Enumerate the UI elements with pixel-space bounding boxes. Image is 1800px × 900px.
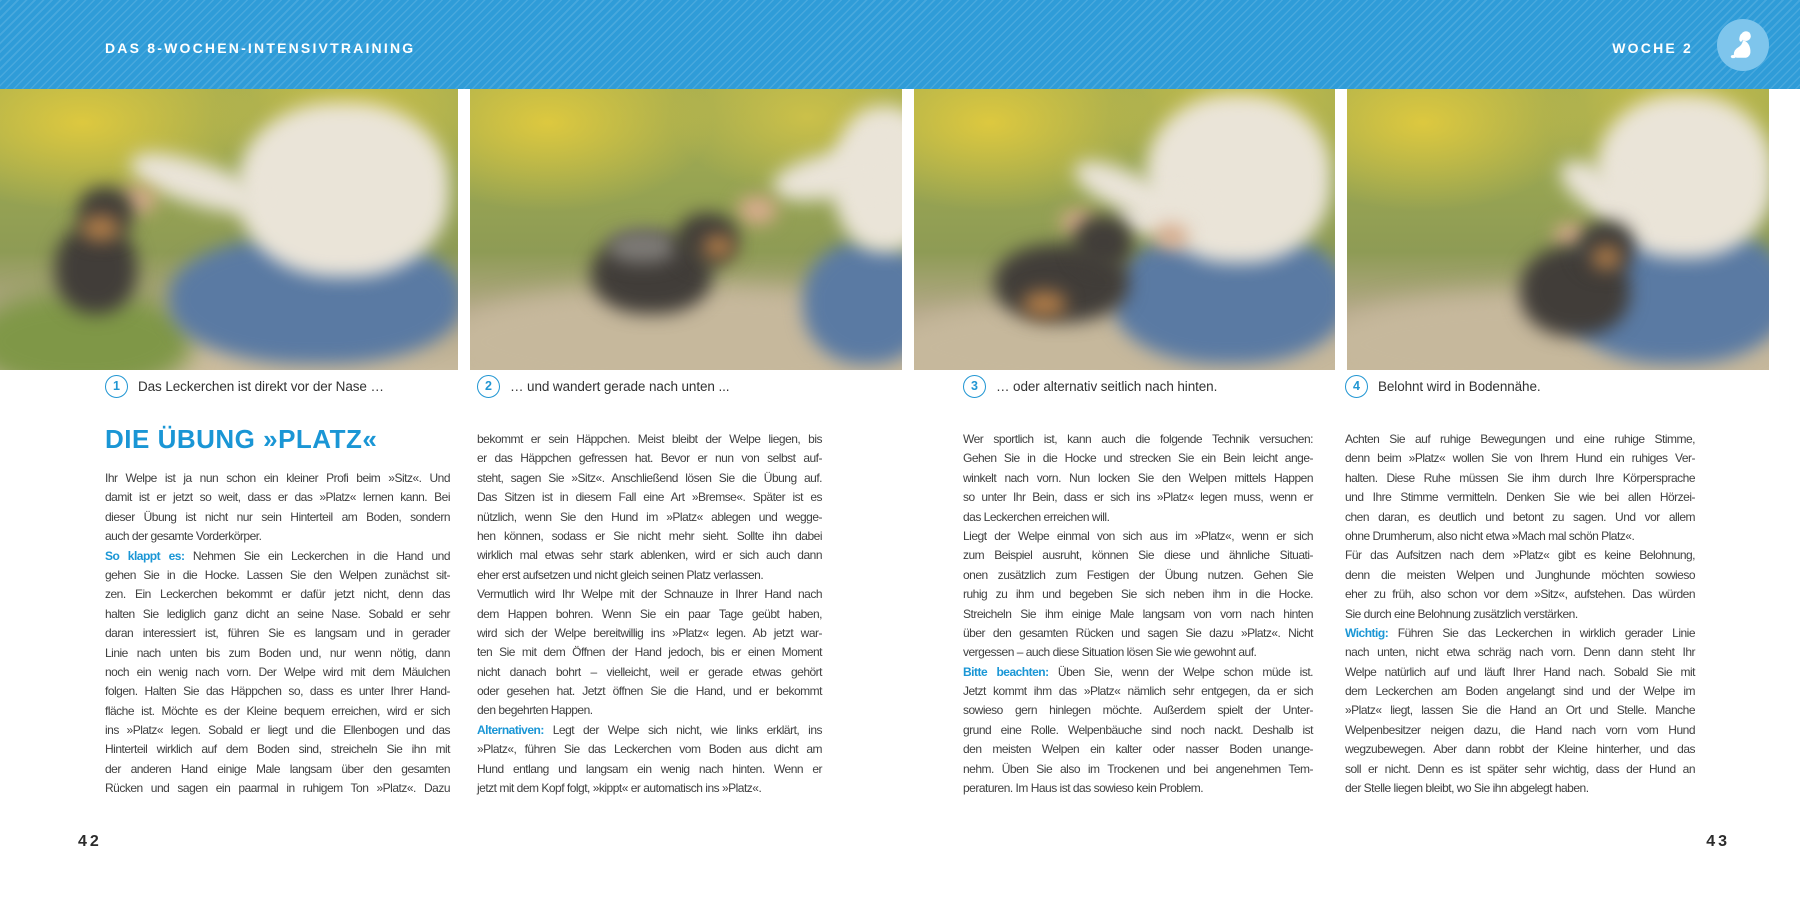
- text-line: winkelt nach vorn. Nun locken Sie den Welpen mittels Happen: [963, 470, 1313, 485]
- text-line: den meisten Welpen ein kalter oder nasser Boden unange-: [963, 742, 1313, 757]
- trainer-figure: [238, 103, 449, 277]
- text-line: Rücken und sagen ein paarmal in ruhigem Ton »Platz«. Dazu: [105, 781, 450, 796]
- text-line: sowieso gern hinlegen möchte. Außerdem spielt der Unter-: [963, 703, 1313, 718]
- text-line: wegzubewegen. Aber dann robbt der Kleine hinterher, und das: [1345, 742, 1695, 757]
- text-column-4: [1345, 430, 1695, 798]
- text-line: bekommt er sein Häppchen. Meist bleibt der Welpe liegen, bis: [477, 432, 822, 446]
- text-line: nützlich, wenn Sie den Hund im »Platz« ablegen und wegge-: [477, 509, 822, 524]
- photo-caption-2: [477, 375, 729, 398]
- sitting-puppy-icon: [1724, 26, 1762, 64]
- text-line: »Platz«, führen Sie das Leckerchen vom Boden aus dicht am: [477, 742, 822, 757]
- text-line: Gehen Sie in die Hocke und strecken Sie ein Bein leicht ange-: [963, 451, 1313, 466]
- text-line: vergessen – auch diese Situation lösen Sie wie gewohnt auf.: [963, 645, 1257, 660]
- text-column-2: [477, 430, 822, 798]
- text-column-3: [963, 430, 1313, 798]
- text-line: »Platz« liegt, lassen Sie die Hand an Ort und Stelle. Manche: [1345, 703, 1695, 718]
- text-line: Welpenbesitzer neigen dazu, die Hand nach vorn vom Hund: [1345, 722, 1695, 737]
- lead-in-label: Alternativen:: [477, 722, 544, 737]
- week-label: WOCHE 2: [1612, 40, 1693, 56]
- text-column-1: [105, 469, 450, 799]
- text-line: steht, sagen Sie »Sitz«. Anschließend lösen Sie die Übung auf.: [477, 470, 822, 485]
- text-line: Welpe natürlich auf und läuft Ihrer Hand nach. Sobald Sie mit: [1345, 664, 1695, 679]
- caption-number-badge: 1: [105, 375, 128, 398]
- text-line: ten Sie mit dem Öffnen der Hand jedoch, bis er einen Moment: [477, 645, 822, 660]
- text-line: er das Häppchen gefressen hat. Bevor er nun von selbst auf-: [477, 451, 822, 466]
- training-photo-4: [1347, 89, 1769, 370]
- text-line: Streicheln Sie ihm einige Male langsam von vorn nach hinten: [963, 606, 1313, 621]
- caption-number-badge: 2: [477, 375, 500, 398]
- caption-text: Das Leckerchen ist direkt vor der Nase …: [138, 379, 384, 394]
- text-line: den begehrten Happen.: [477, 703, 593, 718]
- text-line: Bitte beachten: Üben Sie, wenn der Welpe schon müde ist.: [963, 664, 1313, 679]
- text-line: so unter Ihr Bein, dass er sich ins »Platz« legen muss, wenn er: [963, 490, 1313, 505]
- lead-in-label: Wichtig:: [1345, 625, 1389, 640]
- text-line: nach unten, nicht etwa schräg nach vorn. Denn dann steht Ihr: [1345, 645, 1695, 660]
- text-line: ins »Platz« legen. Sobald er liegt und die Ellenbogen und das: [105, 723, 450, 738]
- text-line: denn die meisten Welpen und Junghunde möchten sowieso: [1345, 567, 1695, 582]
- text-line: zen. Ein Leckerchen bekommt er dafür jetzt nicht, denn das: [105, 587, 450, 602]
- text-line: wirklich mal etwas sehr stark ablenken, wird er sich auch dann: [477, 548, 822, 563]
- text-line: jetzt mit dem Kopf folgt, »kippt« er automatisch ins »Platz«.: [477, 781, 762, 796]
- caption-text: Belohnt wird in Bodennähe.: [1378, 379, 1541, 394]
- photo-caption-1: [105, 375, 384, 398]
- puppy-markings: [82, 215, 119, 240]
- text-line: und Ihre Stimme vermitteln. Denken Sie wie bei allen Hörzei-: [1345, 490, 1695, 505]
- text-line: noch ein wenig nach vorn. Der Welpe wird mit dem Mäulchen: [105, 664, 450, 679]
- text-line: Hund entlang und langsam ein wenig nach hinten. Wenn er: [477, 761, 822, 776]
- text-line: Achten Sie auf ruhige Bewegungen und eine ruhige Stimme,: [1345, 432, 1695, 446]
- text-line: Wer sportlich ist, kann auch die folgende Technik versuchen:: [963, 432, 1313, 446]
- text-line: ohne Drumherum, also nicht etwa »Mach mal schön Platz«.: [1345, 528, 1635, 543]
- text-line: ruhig zu ihm und begeben Sie sich neben ihm in die Hocke.: [963, 587, 1313, 602]
- text-line: nehm. Üben Sie also im Trockenen und bei angenehmen Tem-: [963, 761, 1313, 776]
- text-line: halten. Diese Ruhe müssen Sie ihm durch Ihre Körpersprache: [1345, 470, 1695, 485]
- text-line: dem Leckerchen am Boden angelangt sind und der Welpe im: [1345, 684, 1695, 699]
- trainer-hand-right: [1154, 224, 1188, 249]
- text-line: Wichtig: Führen Sie das Leckerchen in wirklich gerader Linie: [1345, 625, 1695, 640]
- text-line: Liegt der Welpe einmal von sich aus im »Platz«, wenn er sich: [963, 528, 1313, 543]
- text-line: oder gesehen hat. Jetzt öffnen Sie die Hand, und er bekommt: [477, 684, 822, 699]
- text-line: soll er nicht. Denn es ist später sehr wichtig, dass der Hund an: [1345, 761, 1695, 776]
- text-line: peraturen. Im Haus ist das sowieso kein Problem.: [963, 781, 1204, 796]
- text-line: grund eine Rolle. Welpenbäuche sind noch nackt. Deshalb ist: [963, 722, 1313, 737]
- text-line: Jetzt kommt ihm das »Platz« nämlich sehr entgegen, da er sich: [963, 684, 1313, 699]
- caption-number-badge: 4: [1345, 375, 1368, 398]
- chapter-title: DAS 8-WOCHEN-INTENSIVTRAINING: [105, 40, 416, 56]
- text-line: onen zusätzlich zum Festigen der Übung nutzen. Gehen Sie: [963, 567, 1313, 582]
- text-line: Für das Aufsitzen nach dem »Platz« gibt es keine Belohnung,: [1345, 548, 1695, 563]
- training-photo-3: [914, 89, 1335, 370]
- trainer-hand: [738, 196, 777, 224]
- lead-in-label: Bitte beachten:: [963, 664, 1049, 679]
- text-line: dieser Übung ist nicht nur sein Hinterteil am Boden, sondern: [105, 509, 450, 524]
- page-number-left: 42: [78, 833, 102, 850]
- text-line: der anderen Hand einige Male langsam über den gesamten: [105, 761, 450, 776]
- text-line: Vermutlich wird Ihr Welpe mit der Schnauze in Ihrer Hand nach: [477, 587, 822, 602]
- text-line: So klappt es: Nehmen Sie ein Leckerchen in die Hand und: [105, 548, 450, 563]
- text-line: auch der gesamte Vorderkörper.: [105, 529, 262, 544]
- puppy-head: [1074, 215, 1133, 268]
- text-line: folgen. Halten Sie das Häppchen so, dass es unter Ihrer Hand-: [105, 684, 450, 699]
- text-line: eher erst aufsetzen und nicht gleich seinen Platz verlassen.: [477, 567, 764, 582]
- puppy-muzzle: [1592, 246, 1622, 268]
- puppy-muzzle: [703, 235, 733, 257]
- text-line: chen daran, es deutlich und betont zu sagen. Und vor allem: [1345, 509, 1695, 524]
- text-line: wird sich der Welpe bereitwillig ins »Platz« legen. Ab jetzt war-: [477, 625, 822, 640]
- text-line: das Leckerchen erreichen will.: [963, 509, 1110, 524]
- text-line: Das Sitzen ist in diesem Fall eine Art »Bremse«. Später ist es: [477, 490, 822, 505]
- text-line: Alternativen: Legt der Welpe sich nicht, wie links erklärt, ins: [477, 722, 822, 737]
- text-line: der Stelle liegen bleibt, wo Sie ihn abgelegt haben.: [1345, 781, 1589, 796]
- section-heading: DIE ÜBUNG »PLATZ«: [105, 424, 378, 454]
- text-line: denn beim »Platz« wollen Sie von Ihrem Hund ein ruhiges Ver-: [1345, 451, 1695, 466]
- text-line: damit ist er jetzt so weit, dass er das »Platz« lernen kann. Bei: [105, 490, 450, 505]
- text-line: Hinterteil wirklich auf dem Boden sind, streicheln Sie ihn mit: [105, 742, 450, 757]
- training-photo-2: [470, 89, 902, 370]
- text-line: daran interessiert ist, führen Sie es langsam und in gerader: [105, 626, 450, 641]
- text-line: eher zu früh, also schon vor dem »Sitz«, aufstehen. Das würden: [1345, 587, 1695, 602]
- puppy-back: [608, 230, 677, 264]
- text-line: über den gesamten Rücken und sagen Sie dazu »Platz«. Nicht: [963, 625, 1313, 640]
- text-line: Linie nach unten bis zum Boden und, nur wenn nötig, dann: [105, 645, 450, 660]
- page-number-right: 43: [1706, 833, 1730, 850]
- text-line: nicht danach bohrt – vielleicht, weil er gerade etwas gehört: [477, 664, 822, 679]
- caption-text: … und wandert gerade nach unten ...: [510, 379, 730, 394]
- text-line: halten Sie lediglich ganz dicht an seine Nase. Sobald er sehr: [105, 606, 450, 621]
- text-line: dem Happen bohren. Wenn Sie ein paar Tage geübt haben,: [477, 606, 822, 621]
- photo-caption-4: [1345, 375, 1541, 398]
- photo-caption-3: [963, 375, 1217, 398]
- puppy-badge: [1717, 19, 1769, 71]
- text-line: fläche ist. Möchte es der Kleine bequem erreichen, wird er sich: [105, 703, 450, 718]
- text-line: hen können, sodass er Sie nicht mehr sieht. Sollte ihn dabei: [477, 528, 822, 543]
- text-line: gehen Sie in die Hocke. Lassen Sie den Welpen zunächst sit-: [105, 567, 450, 582]
- caption-text: … oder alternativ seitlich nach hinten.: [996, 379, 1218, 394]
- text-line: Ihr Welpe ist ja nun schon ein kleiner Profi beim »Sitz«. Und: [105, 471, 450, 485]
- text-line: Sie durch eine Belohnung zusätzlich verstärken.: [1345, 606, 1578, 621]
- text-line: zum Beispiel ausruht, können Sie diese und ähnliche Situati-: [963, 548, 1313, 563]
- chapter-header-band: [0, 0, 1800, 89]
- lead-in-label: So klappt es:: [105, 548, 185, 563]
- puppy-markings: [1023, 291, 1065, 316]
- training-photo-1: [0, 89, 458, 370]
- caption-number-badge: 3: [963, 375, 986, 398]
